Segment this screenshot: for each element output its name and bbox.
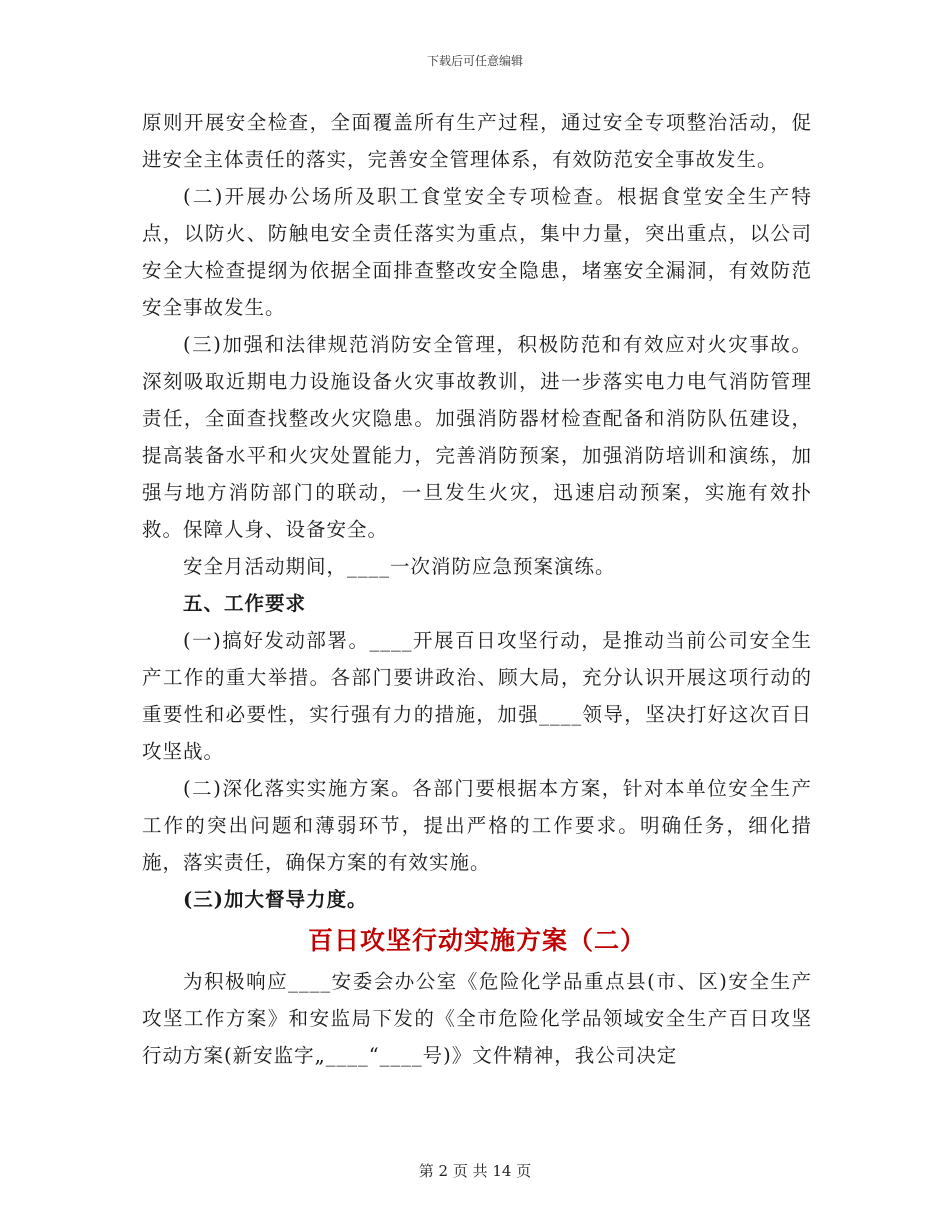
page-number-footer: 第 2 页 共 14 页 (418, 1162, 532, 1180)
paragraph-response: 为积极响应____安委会办公室《危险化学品重点县(市、区)安全生产攻坚工作方案》和安监局下发的《全市危险化学品领域安全生产百日攻坚行动方案(新安监字„____“____号)》文件精神，我公司决定 (142, 970, 812, 1067)
paragraph-office-canteen-check: (二)开展办公场所及职工食堂安全专项检查。根据食堂安全生产特点，以防火、防触电安全责任落实为重点，集中力量，突出重点，以公司安全大检查提纲为依据全面排查整改安全隐患，堵塞安全漏洞，有效防范安全事故发生。 (142, 185, 812, 319)
paragraph-fire-safety: (三)加强和法律规范消防安全管理，积极防范和有效应对火灾事故。深刻吸取近期电力设施设备火灾事故教训，进一步落实电力电气消防管理责任，全面查找整改火灾隐患。加强消防器材检查配备和消防队伍建设，提高装备水平和火灾处置能力，完善消防预案，加强消防培训和演练，加强与地方消防部门的联动，一旦发生火灾，迅速启动预案，实施有效扑救。保障人身、设备安全。 (142, 333, 812, 541)
paragraph-implementation: (二)深化落实实施方案。各部门要根据本方案，针对本单位安全生产工作的突出问题和薄弱环节，提出严格的工作要求。明确任务，细化措施，落实责任，确保方案的有效实施。 (142, 777, 812, 874)
document-title-2: 百日攻坚行动实施方案（二） (307, 926, 646, 955)
paragraph-supervision: (三)加大督导力度。 (183, 888, 368, 911)
paragraph-continuation: 原则开展安全检查，全面覆盖所有生产过程，通过安全专项整治活动，促进安全主体责任的落实，完善安全管理体系，有效防范安全事故发生。 (142, 111, 812, 171)
section-heading-work-requirements: 五、工作要求 (183, 592, 307, 615)
paragraph-mobilization: (一)搞好发动部署。____开展百日攻坚行动，是推动当前公司安全生产工作的重大举措。各部门要讲政治、顾大局，充分认识开展这项行动的重要性和必要性，实行强有力的措施，加强____领导，坚决打好这次百日攻坚战。 (142, 629, 812, 763)
page-header: 下载后可任意编辑 (426, 54, 523, 68)
document-body (142, 104, 812, 1074)
paragraph-drill: 安全月活动期间，____一次消防应急预案演练。 (183, 555, 616, 578)
